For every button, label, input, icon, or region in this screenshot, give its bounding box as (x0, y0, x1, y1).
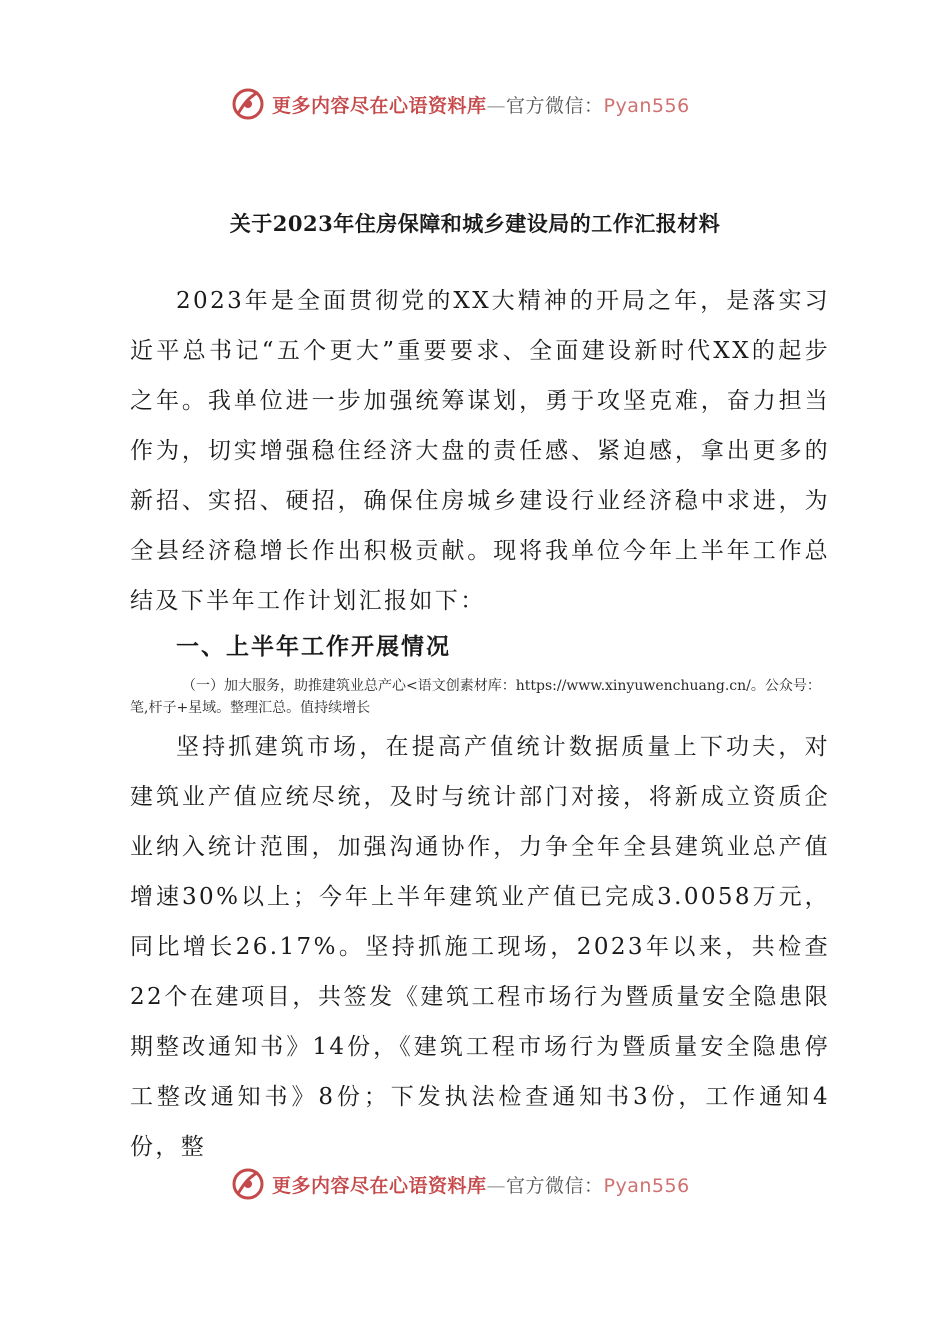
watermark-main-text: 更多内容尽在心语资料库 (272, 94, 487, 117)
subsection-note-text: （一）加大服务，助推建筑业总产心<语文创素材库：https://www.xinyuwenchuang.cn/。公众号：笔,杆子+星域。整理汇总。值持续增长 (130, 678, 821, 716)
subsection-note (130, 675, 835, 719)
body-paragraph: 坚持抓建筑市场，在提高产值统计数据质量上下功夫，对建筑业产值应统尽统，及时与统计部门对接，将新成立资质企业纳入统计范围，加强沟通协作，力争全年全县建筑业总产值增速30%以上；今年上半年建筑业产值已完成3.0058万元，同比增长26.17%。坚持抓施工现场，2023年以来，共检查22个在建项目，共签发《建筑工程市场行为暨质量安全隐患限期整改通知书》14份，《建筑工程市场行为暨质量安全隐患停工整改通知书》8份；下发执法检查通知书3份，工作通知4份，整 (130, 734, 830, 1160)
brush-circle-logo-icon (230, 86, 266, 122)
watermark-wechat-id: Pyan556 (603, 1174, 690, 1197)
watermark-banner-top (230, 84, 750, 124)
watermark-text (272, 1171, 690, 1198)
watermark-dash: — (486, 94, 507, 117)
watermark-official-label: 官方微信： (506, 94, 604, 117)
watermark-banner-bottom (230, 1164, 750, 1204)
section-heading: 一、上半年工作开展情况 (176, 633, 451, 660)
document-title: 关于2023年住房保障和城乡建设局的工作汇报材料 (229, 211, 721, 236)
watermark-text (272, 91, 690, 118)
watermark-dash: — (486, 1174, 507, 1197)
intro-paragraph: 2023年是全面贯彻党的XX大精神的开局之年，是落实习近平总书记“五个更大”重要要求、全面建设新时代XX的起步之年。我单位进一步加强统筹谋划，勇于攻坚克难，奋力担当作为，切实增强稳住经济大盘的责任感、紧迫感，拿出更多的新招、实招、硬招，确保住房城乡建设行业经济稳中求进，为全县经济稳增长作出积极贡献。现将我单位今年上半年工作总结及下半年工作计划汇报如下： (130, 288, 830, 614)
watermark-official-label: 官方微信： (506, 1174, 604, 1197)
watermark-wechat-id: Pyan556 (603, 94, 690, 117)
watermark-main-text: 更多内容尽在心语资料库 (272, 1174, 487, 1197)
brush-circle-logo-icon (230, 1166, 266, 1202)
